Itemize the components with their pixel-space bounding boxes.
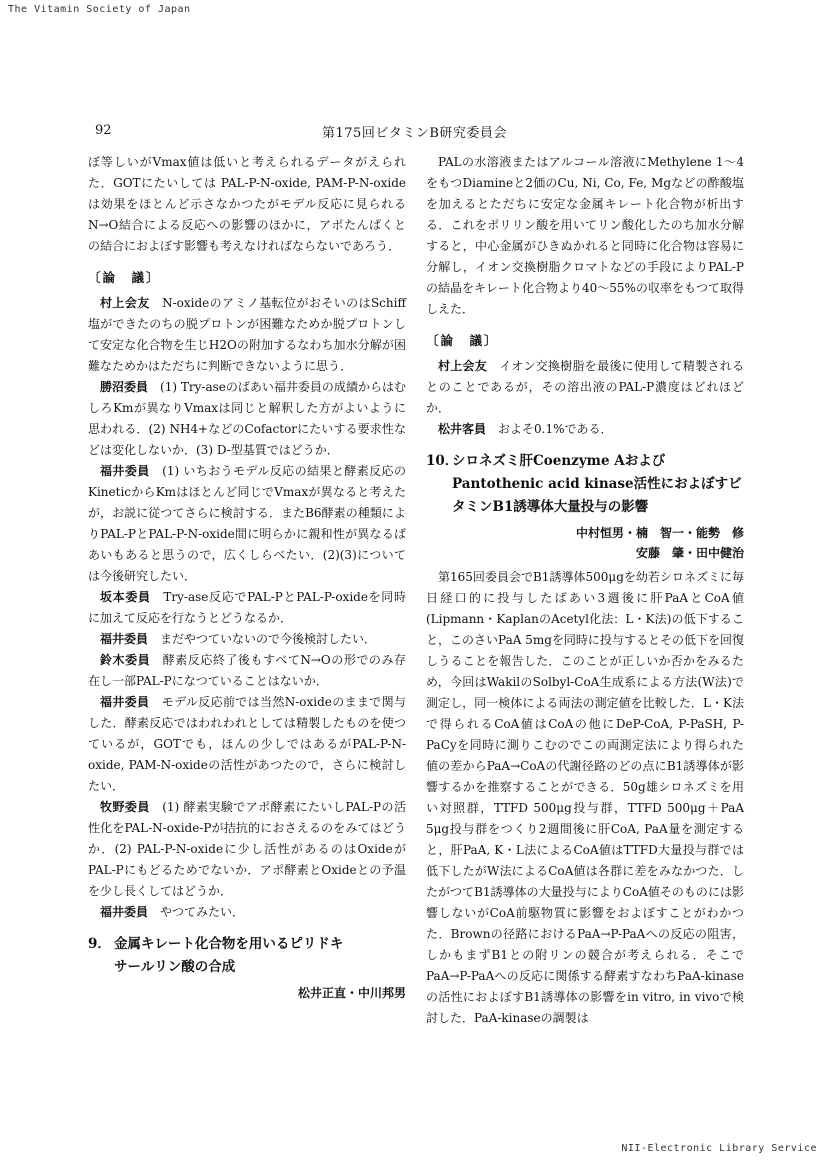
section-9-authors: 松井正直・中川邦男 xyxy=(297,986,406,1000)
section-9-title xyxy=(88,933,406,979)
speaker-name: 村上会友 xyxy=(438,359,488,373)
section-title-line: 金属キレート化合物を用いるピリドキ xyxy=(114,936,344,952)
speaker-name: 坂本委員 xyxy=(100,590,151,604)
speaker-name: 鈴木委員 xyxy=(100,653,151,667)
speaker-remark: モデル反応前では当然N-oxideのままで関与した．酵素反応ではわれわれとしては精製したものを使つているが，GOTでも，ほんの少しではあるがPAL-P-N-oxide, PAM-N-oxideの活性があつたので，さらに検討したい． xyxy=(88,695,406,793)
section-10-authors xyxy=(426,523,744,563)
discussion-entry xyxy=(88,587,406,629)
right-discussion-heading: 〔論 議〕 xyxy=(426,333,499,348)
author-line: 中村恒男・楠 智一・能勢 修 xyxy=(575,526,744,540)
section-title-line: サールリン酸の合成 xyxy=(114,959,236,975)
discussion-entry xyxy=(88,629,406,650)
left-discussion-heading: 〔論 議〕 xyxy=(88,270,161,285)
left-paragraph-1: ぼ等しいがVmax値は低いと考えられるデータがえられた．GOTにたいしては PAL-P-N-oxide, PAM-P-N-oxideは効果をほとんど示さなかつたがモデル反応に見られるN→O結合による反応への影響のほかに，アポたんぱくとの結合におよぼす影響も考えなければならないであろう． xyxy=(88,155,406,253)
speaker-remark: (1) いちおうモデル反応の結果と酵素反応のKineticからKmはほとんど同じでVmaxが異なると考えたが，お説に従つてさらに検討する．またB6酵素の種類によりPAL-PとPAL-P-N-oxide間に明らかに親和性が異なるばあいもあると思うので，広くしらべたい．(2)(3)については今後研究したい． xyxy=(88,464,406,583)
discussion-entry xyxy=(88,902,406,923)
speaker-remark: (1) Try-aseのばあい福井委員の成績からはむしろKmが異なりVmaxは同じと解釈した方がよいように思われる．(2) NH4+などのCofactorにたいする要求性などは変化しないか．(3) D-型基質ではどうか． xyxy=(88,380,406,457)
section-10-body: 第165回委員会でB1誘導体500μgを幼若シロネズミに毎日経口的に投与したばあい3週後に肝PaAとCoA値(Lipmann・KaplanのAcetyl化法：L・K法)の低下すること，このさいPaA 5mgを同時に投与するとその低下を回復しうることを報告した．このことが正しいか否かをみるため，今回はWakilのSolbyl-CoA生成系による方法(W法)で測定し，同一検体による両法の測定値を比較した．L・K法で得られるCoA値はCoAの他にDeP-CoA, P-PaSH, P-PaCyを同時に測りこむのでこの両測定法により得られた値の差からPaA→CoAの代謝径路のどの点にB1誘導体が影響するかを推察することができる．50g雄シロネズミを用い対照群，TTFD 500μg投与群，TTFD 500μg＋PaA 5μg投与群をつくり2週間後に肝CoA, PaA量を測定すると，肝PaA, K・L法によるCoA値はTTFD大量投与群では低下したがW法によるCoA値は各群に差をみなかつた．したがつてB1誘導体の大量投与によりCoA値そのものには影響しないがCoA前駆物質に影響をおよぼすことがわかつた．Brownの径路におけるPaA→P-PaAへの反応の阻害，しかもまずB1との附リンの競合が考えられる．そこでPaA→P-PaAへの反応に関係する酵素すなわちPaA-kinaseの活性におよぼすB1誘導体の影響をin vitro, in vivoで検討した．PaA-kinaseの調製は xyxy=(426,570,744,1025)
discussion-entry xyxy=(88,692,406,797)
speaker-remark: およそ0.1%である． xyxy=(498,422,613,436)
section-title-text: シロネズミ肝Coenzyme AおよびPantothenic acid kinase活性におよぼすビタミンB1誘導体大量投与の影響 xyxy=(452,453,742,515)
speaker-name: 勝沼委員 xyxy=(100,380,149,394)
discussion-entry xyxy=(88,461,406,587)
speaker-remark: 酵素反応終了後もすべてN→Oの形でのみ存在し一部PAL-Pになつていることはないか． xyxy=(88,653,406,688)
section-number: 9． xyxy=(88,936,111,952)
left-column xyxy=(88,152,406,1007)
running-head: 第175回ビタミンB研究委員会 xyxy=(322,126,507,141)
speaker-name: 松井客員 xyxy=(438,422,487,436)
discussion-entry xyxy=(88,797,406,902)
discussion-entry xyxy=(88,293,406,377)
right-column xyxy=(426,152,744,1029)
section-number: 10． xyxy=(426,453,459,469)
speaker-name: 福井委員 xyxy=(100,905,149,919)
discussion-entry xyxy=(426,419,744,440)
speaker-name: 福井委員 xyxy=(100,695,150,709)
society-header: The Vitamin Society of Japan xyxy=(8,4,191,15)
right-paragraph-1: PALの水溶液またはアルコール溶液にMethylene 1～4をもつDiamineと2価のCu, Ni, Co, Fe, Mgなどの酢酸塩を加えるとただちに安定な金属キレート化合物が析出する．これをポリリン酸を用いてリン酸化したのち加水分解すると，中心金属がひきぬかれると同時に化合物は容易に分解し，イオン交換樹脂クロマトなどの手段によりPAL-Pの結晶をキレート化合物より40～55%の収率をもつて取得しえた． xyxy=(426,155,744,316)
library-service-footer: NII-Electronic Library Service xyxy=(621,1143,817,1154)
speaker-name: 福井委員 xyxy=(100,632,149,646)
speaker-name: 村上会友 xyxy=(100,296,150,310)
speaker-remark: まだやつていないので今後検討したい． xyxy=(160,632,377,646)
speaker-remark: イオン交換樹脂を最後に使用して精製されるとのことであるが，その溶出液のPAL-P濃度はどれほどか． xyxy=(426,359,744,415)
speaker-remark: N-oxideのアミノ基転位がおそいのはSchiff塩ができたのちの脱プロトンが困難なためか脱プロトンして安定な化合物を生じH2Oの附加するなわち加水分解が困難なためかはただちに判断できないように思う． xyxy=(88,296,406,373)
page-number: 92 xyxy=(95,123,112,138)
section-10-title xyxy=(426,450,744,519)
discussion-entry xyxy=(426,356,744,419)
discussion-entry xyxy=(88,377,406,461)
discussion-entry xyxy=(88,650,406,692)
speaker-name: 福井委員 xyxy=(100,464,150,478)
author-line: 安藤 肇・田中健治 xyxy=(635,546,744,560)
speaker-remark: やつてみたい． xyxy=(160,905,245,919)
speaker-remark: (1) 酵素実験でアポ酵素にたいしPAL-Pの活性化をPAL-N-oxide-Pが拮抗的におさえるのをみてはどうか．(2) PAL-P-N-oxideに少し活性があるのはOxideがPAL-Pにもどるためでないか．アポ酵素とOxideとの予温を少し長くしてはどうか． xyxy=(88,800,406,898)
speaker-remark: Try-ase反応でPAL-PとPAL-P-oxideを同時に加えて反応を行なうとどうなるか． xyxy=(88,590,406,625)
speaker-name: 牧野委員 xyxy=(100,800,150,814)
